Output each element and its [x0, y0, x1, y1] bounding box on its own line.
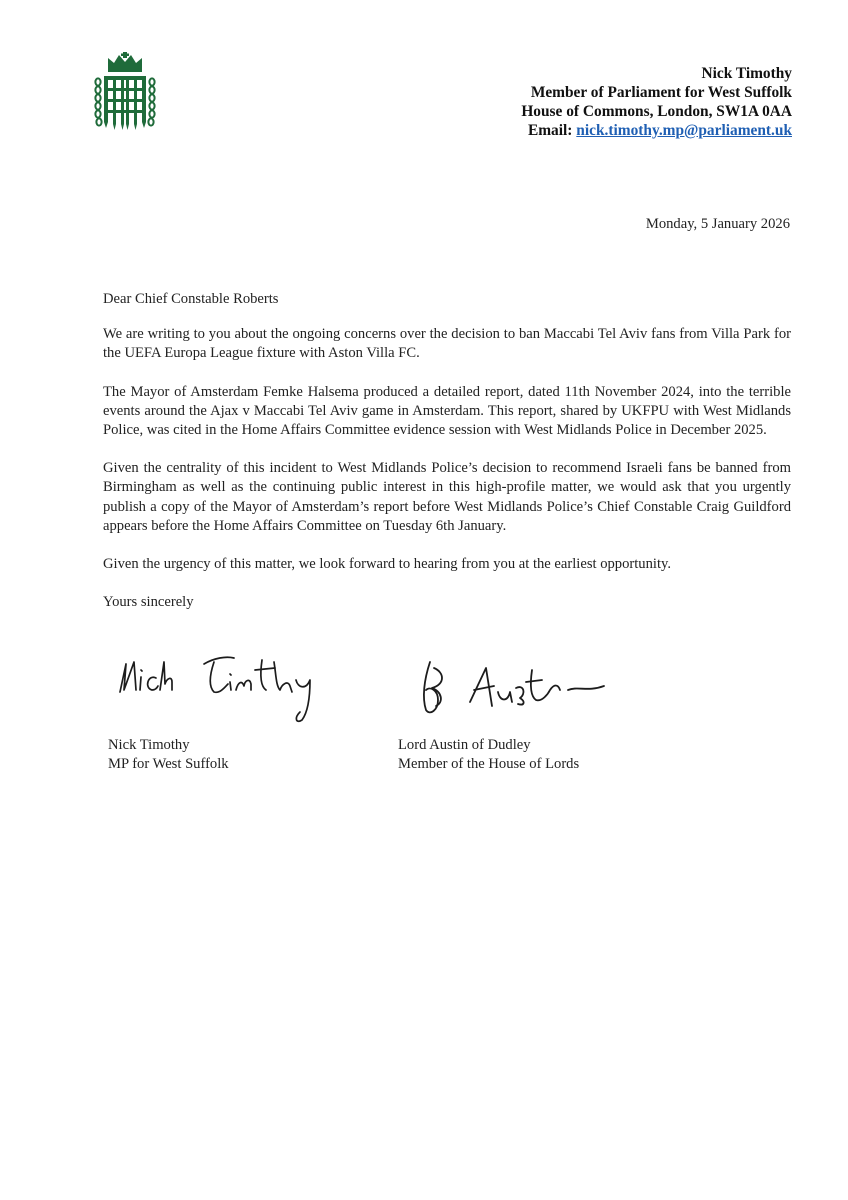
signatory-2 [398, 736, 579, 774]
letterhead [521, 64, 792, 140]
closing: Yours sincerely [103, 594, 194, 611]
signatory-2-name: Lord Austin of Dudley [398, 737, 531, 753]
signatory-1-name: Nick Timothy [108, 737, 190, 753]
signatory-1 [108, 736, 229, 774]
signature-lord-austin [408, 650, 628, 725]
letter-body [103, 290, 791, 631]
portcullis-icon [92, 52, 158, 136]
paragraph-3: Given the centrality of this incident to West Midlands Police’s decision to recommend Israeli fans be banned from Birmingham as well as the continuing public interest in this high-profile matter, we would ask that you urgently publish a copy of the Mayor of Amsterdam’s report before West Midlands Police’s Chief Constable Craig Guildford appears before the Home Affairs Committee on Tuesday 6th January. [103, 460, 791, 534]
signature-nick-timothy [110, 640, 330, 730]
sender-role: Member of Parliament for West Suffolk [530, 84, 792, 101]
email-link[interactable]: nick.timothy.mp@parliament.uk [576, 122, 792, 139]
paragraph-2: The Mayor of Amsterdam Femke Halsema produced a detailed report, dated 11th November 2024, into the terrible events around the Ajax v Maccabi Tel Aviv game in Amsterdam. This report, shared by UKFPU with West Midlands Police, was cited in the Home Affairs Committee evidence session with West Midlands Police in December 2025. [103, 383, 791, 439]
salutation: Dear Chief Constable Roberts [103, 291, 279, 307]
letter-date: Monday, 5 January 2026 [645, 216, 790, 232]
sender-address: House of Commons, London, SW1A 0AA [521, 103, 792, 120]
paragraph-4: Given the urgency of this matter, we look forward to hearing from you at the earliest opportunity. [103, 556, 672, 573]
sender-name: Nick Timothy [701, 65, 792, 82]
paragraph-1: We are writing to you about the ongoing concerns over the decision to ban Maccabi Tel Aviv fans from Villa Park for the UEFA Europa League fixture with Aston Villa FC. [103, 326, 791, 362]
sender-email-line [521, 121, 792, 140]
signatory-2-title: Member of the House of Lords [398, 756, 580, 772]
email-label: Email: [527, 122, 573, 139]
signatory-1-title: MP for West Suffolk [108, 756, 229, 772]
